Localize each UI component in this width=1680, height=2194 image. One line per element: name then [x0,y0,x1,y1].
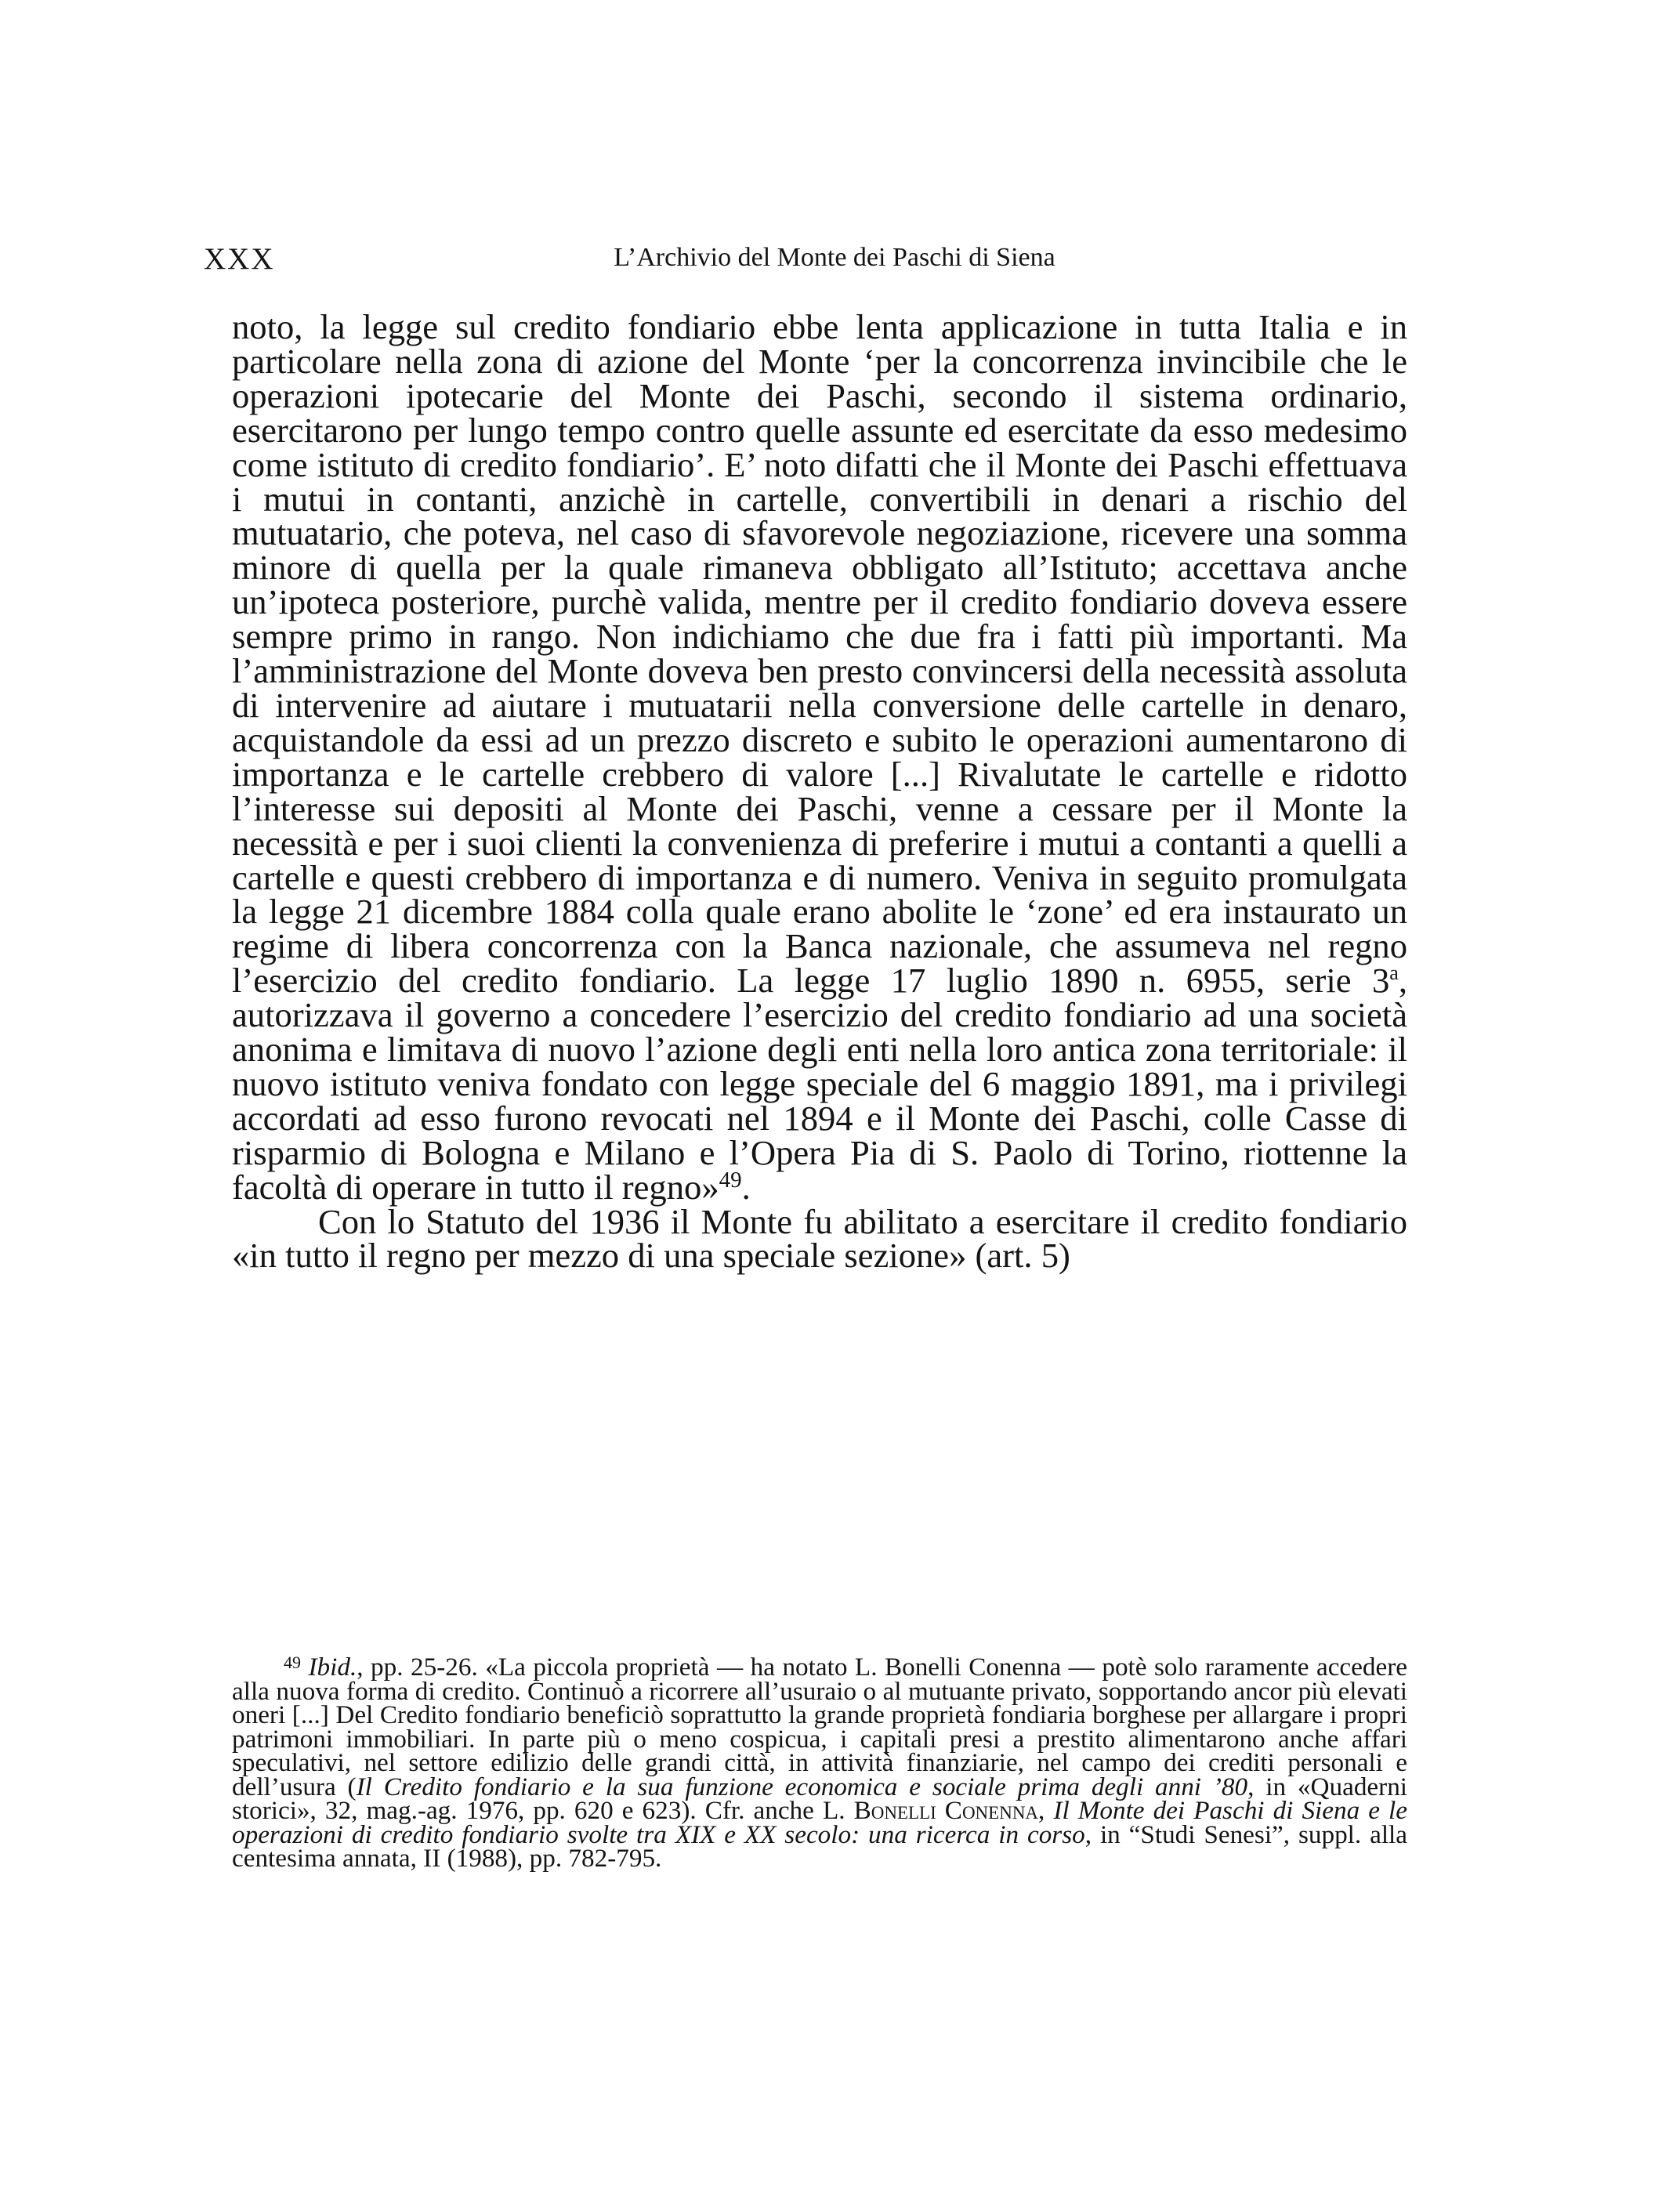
footnote-marker: 49 [284,1653,301,1672]
footnote-text: , in “Studi Senesi”, suppl. alla centesima annata, II (1988), pp. 782-795. [232,1819,1408,1873]
page-header [204,241,1410,288]
page-number: XXX [204,242,275,276]
main-text [232,307,1407,1276]
footnote-cited-title: Il Credito fondiario e la sua funzione economica e sociale prima degli anni ’80 [356,1772,1248,1801]
body-text: . [741,1167,751,1207]
footnote-text: , in «Quaderni storici», 32, mag.-ag. 1976, pp. 620 e 623). Cfr. anche [232,1772,1408,1825]
body-text: noto, la legge sul credito fondiario ebbe lenta applicazione in tutta Italia e in particolare nella zona di azione del Monte ‘per la concorrenza invincibile che le operazioni ipotecarie del Monte dei Paschi, secondo il sistema ordinario, esercitarono per lungo tempo contro quelle assunte ed esercitate da esso medesimo come istituto di credito fondiario’. E’ noto difatti che il Monte dei Paschi effettuava i mutui in contanti, anzichè in cartelle, convertibili in denari a rischio del mutuatario, che poteva, nel caso di sfavorevole negoziazione, ricevere una somma minore di quella per la quale rimaneva obbligato all’Istituto; accettava anche un’ipoteca posteriore, purchè valida, mentre per il credito fondiario doveva essere sempre primo in rango. Non indichiamo che due fra i fatti più importanti. Ma l’amministrazione del Monte doveva ben presto convincersi della necessità assoluta di intervenire ad aiutare i mutuatarii nella conversione delle cartelle in denaro, acquistandole da essi ad un prezzo discreto e subito le operazioni aumentarono di importanza e le cartelle crebbero di valore [...] Rivalutate le cartelle e ridotto l’interesse sui depositi al Monte dei Paschi, venne a cessare per il Monte la necessità e per i suoi clienti la convenienza di preferire i mutui a contanti a quelli a cartelle e questi crebbero di importanza e di numero. Veniva in seguito promulgata la legge 21 dicembre 1884 colla quale erano abolite le ‘zone’ ed era instaurato un regime di libera concorrenza con la Banca nazionale, che assumeva nel regno l’esercizio del credito fondiario. La legge 17 luglio 1890 n. 6955, serie 3 [232,307,1407,1001]
footnote-author: L. Bonelli Conenna [822,1796,1039,1825]
body-paragraph [232,1201,1407,1276]
footnote-reference: 49 [719,1167,742,1193]
footnote-cited-title: Il Monte dei Paschi di Siena e le operazioni di credito fondiario svolte tra XIX e XX secolo: una ricerca in corso [232,1796,1407,1849]
footnote-text: , [1038,1796,1054,1825]
footnotes [232,1653,1408,1873]
body-text: Con lo Statuto del 1936 il Monte fu abilitato a esercitare il credito fondiario «in tutto il regno per mezzo di una speciale sezione» (art. 5) [232,1201,1407,1276]
body-paragraph [232,307,1407,1207]
footnote-49 [232,1653,1408,1873]
body-text: , autorizzava il governo a concedere l’esercizio del credito fondiario ad una società anonima e limitava di nuovo l’azione degli enti nella loro antica zona territoriale: il nuovo istituto veniva fondato con legge speciale del 6 maggio 1891, ma i privilegi accordati ad esso furono revocati nel 1894 e il Monte dei Paschi, colle Casse di risparmio di Bologna e Milano e l’Opera Pia di S. Paolo di Torino, riottenne la facoltà di operare in tutto il regno» [232,961,1407,1207]
footnote-ibid: Ibid. [308,1653,357,1682]
running-title: L’Archivio del Monte dei Paschi di Siena [614,243,1055,272]
ordinal-superscript: a [1389,961,1399,985]
footnote-text: , pp. 25-26. «La piccola proprietà — ha notato L. Bonelli Conenna — potè solo raramente accedere alla nuova forma di credito. Continuò a ricorrere all’usuraio o al mutuante privato, sopportando ancor più elevati oneri [...] Del Credito fondiario beneficiò soprattutto la grande proprietà fondiaria borghese per allargare i propri patrimoni immobiliari. In parte più o meno cospicua, i capitali presi a prestito alimentarono anche affari speculativi, nel settore edilizio delle grandi città, in attività finanziarie, nel campo dei crediti personali e dell’usura ( [232,1653,1407,1801]
